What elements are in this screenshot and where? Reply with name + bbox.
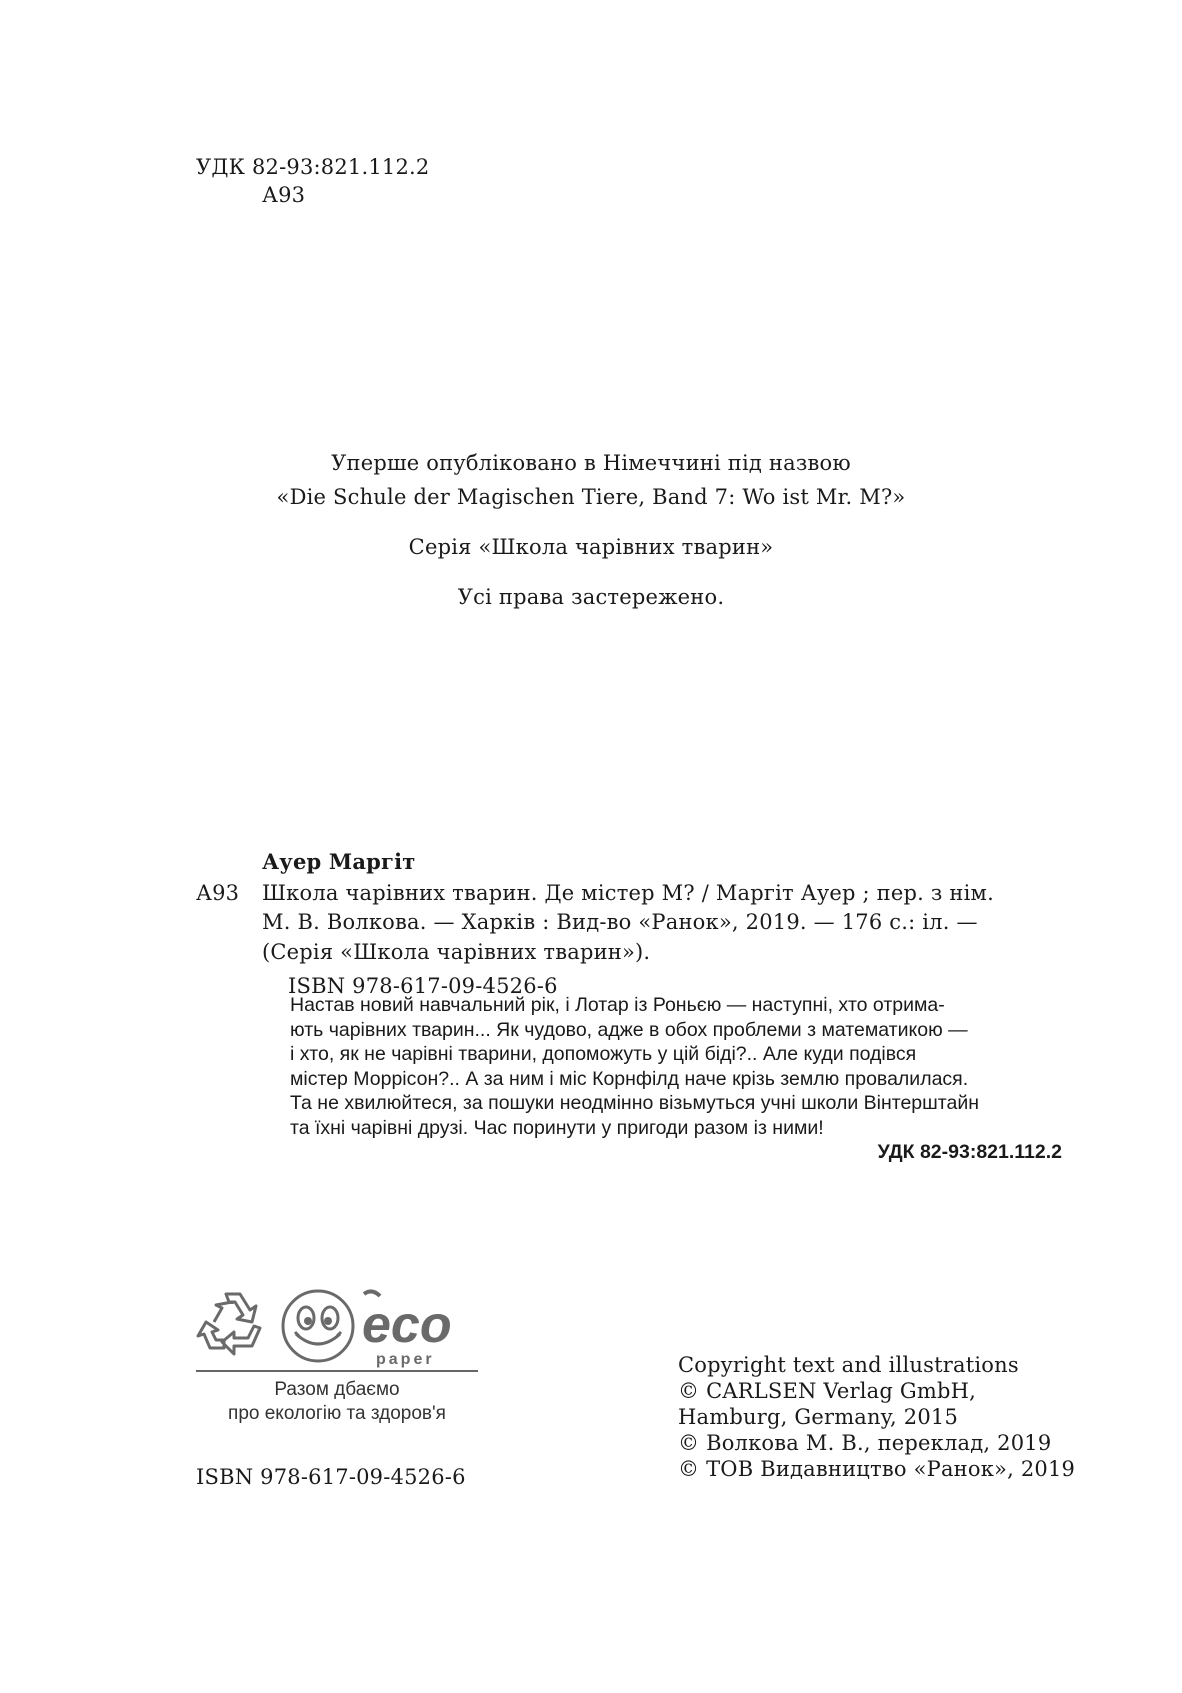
annotation-line: містер Моррісон?.. А за ним і міс Корнфілд наче крізь землю провалилася. (290, 1067, 969, 1090)
annotation-line: ють чарівних тварин... Як чудово, адже в обох проблеми з математикою — (290, 1018, 968, 1041)
annotation-line: і хто, як не чарівні тварини, допоможуть у цій біді?.. Але куди подівся (290, 1043, 917, 1065)
copyright-line-1: Copyright text and illustrations (678, 1353, 1019, 1377)
annotation (290, 993, 1062, 1165)
annotation-line: Та не хвилюйтеся, за пошуки неодмінно візьмуться учні школи Вінтерштайн (290, 1092, 980, 1114)
author-mark: А93 (262, 183, 306, 207)
udk-header (196, 153, 429, 209)
copyright-block (678, 1352, 1075, 1482)
catalog-code: А93 (196, 881, 240, 905)
eco-divider (196, 1370, 478, 1372)
isbn-bottom: ISBN 978-617-09-4526-6 (196, 1465, 466, 1489)
catalog-entry (196, 845, 1066, 1001)
annotation-udk: УДК 82-93:821.112.2 (877, 1141, 1062, 1163)
catalog-line-2: М. В. Волкова. — Харків : Вид-во «Ранок», 2019. — 176 с.: іл. — (262, 910, 978, 934)
rights-line: Усі права застережено. (457, 585, 725, 609)
copyright-line-2: © CARLSEN Verlag GmbH, (678, 1379, 977, 1403)
catalog-author: Ауер Маргіт (262, 849, 416, 874)
eco-word: eco (362, 1296, 452, 1354)
catalog-line-3: (Серія «Школа чарівних тварин»). (262, 940, 651, 964)
copyright-line-4: © Волкова М. В., переклад, 2019 (678, 1431, 1052, 1455)
eco-paper-logo (362, 1291, 452, 1368)
eco-caption-line-2: про екологію та здоров'я (228, 1403, 446, 1424)
smiley-icon (283, 1291, 353, 1361)
copyright-line-3: Hamburg, Germany, 2015 (678, 1405, 959, 1429)
series-line: Серія «Школа чарівних тварин» (408, 535, 774, 559)
catalog-isbn: ISBN 978-617-09-4526-6 (288, 974, 558, 998)
recycle-icon (198, 1294, 260, 1354)
paper-word: paper (376, 1351, 435, 1368)
copyright-line-5: © ТОВ Видавництво «Ранок», 2019 (678, 1457, 1076, 1481)
annotation-line: та їхні чарівні друзі. Час поринути у пригоди разом із ними! (290, 1116, 824, 1139)
eco-caption-line-1: Разом дбаємо (274, 1379, 400, 1400)
annotation-line: Настав новий навчальний рік, і Лотар із Роньєю — наступні, хто отрима- (290, 994, 945, 1016)
original-title-line: «Die Schule der Magischen Tiere, Band 7: Wo ist Mr. M?» (276, 485, 906, 509)
catalog-row (196, 879, 1066, 907)
publication-info (0, 446, 1182, 614)
catalog-line-1: Школа чарівних тварин. Де містер М? / Маргіт Ауер ; пер. з нім. (262, 881, 994, 905)
eco-logos (196, 1288, 482, 1372)
first-published-line: Уперше опубліковано в Німеччині під назвою (331, 451, 851, 475)
udk-code: УДК 82-93:821.112.2 (196, 155, 430, 179)
eco-logos-svg (196, 1288, 482, 1368)
eco-caption (196, 1378, 478, 1426)
